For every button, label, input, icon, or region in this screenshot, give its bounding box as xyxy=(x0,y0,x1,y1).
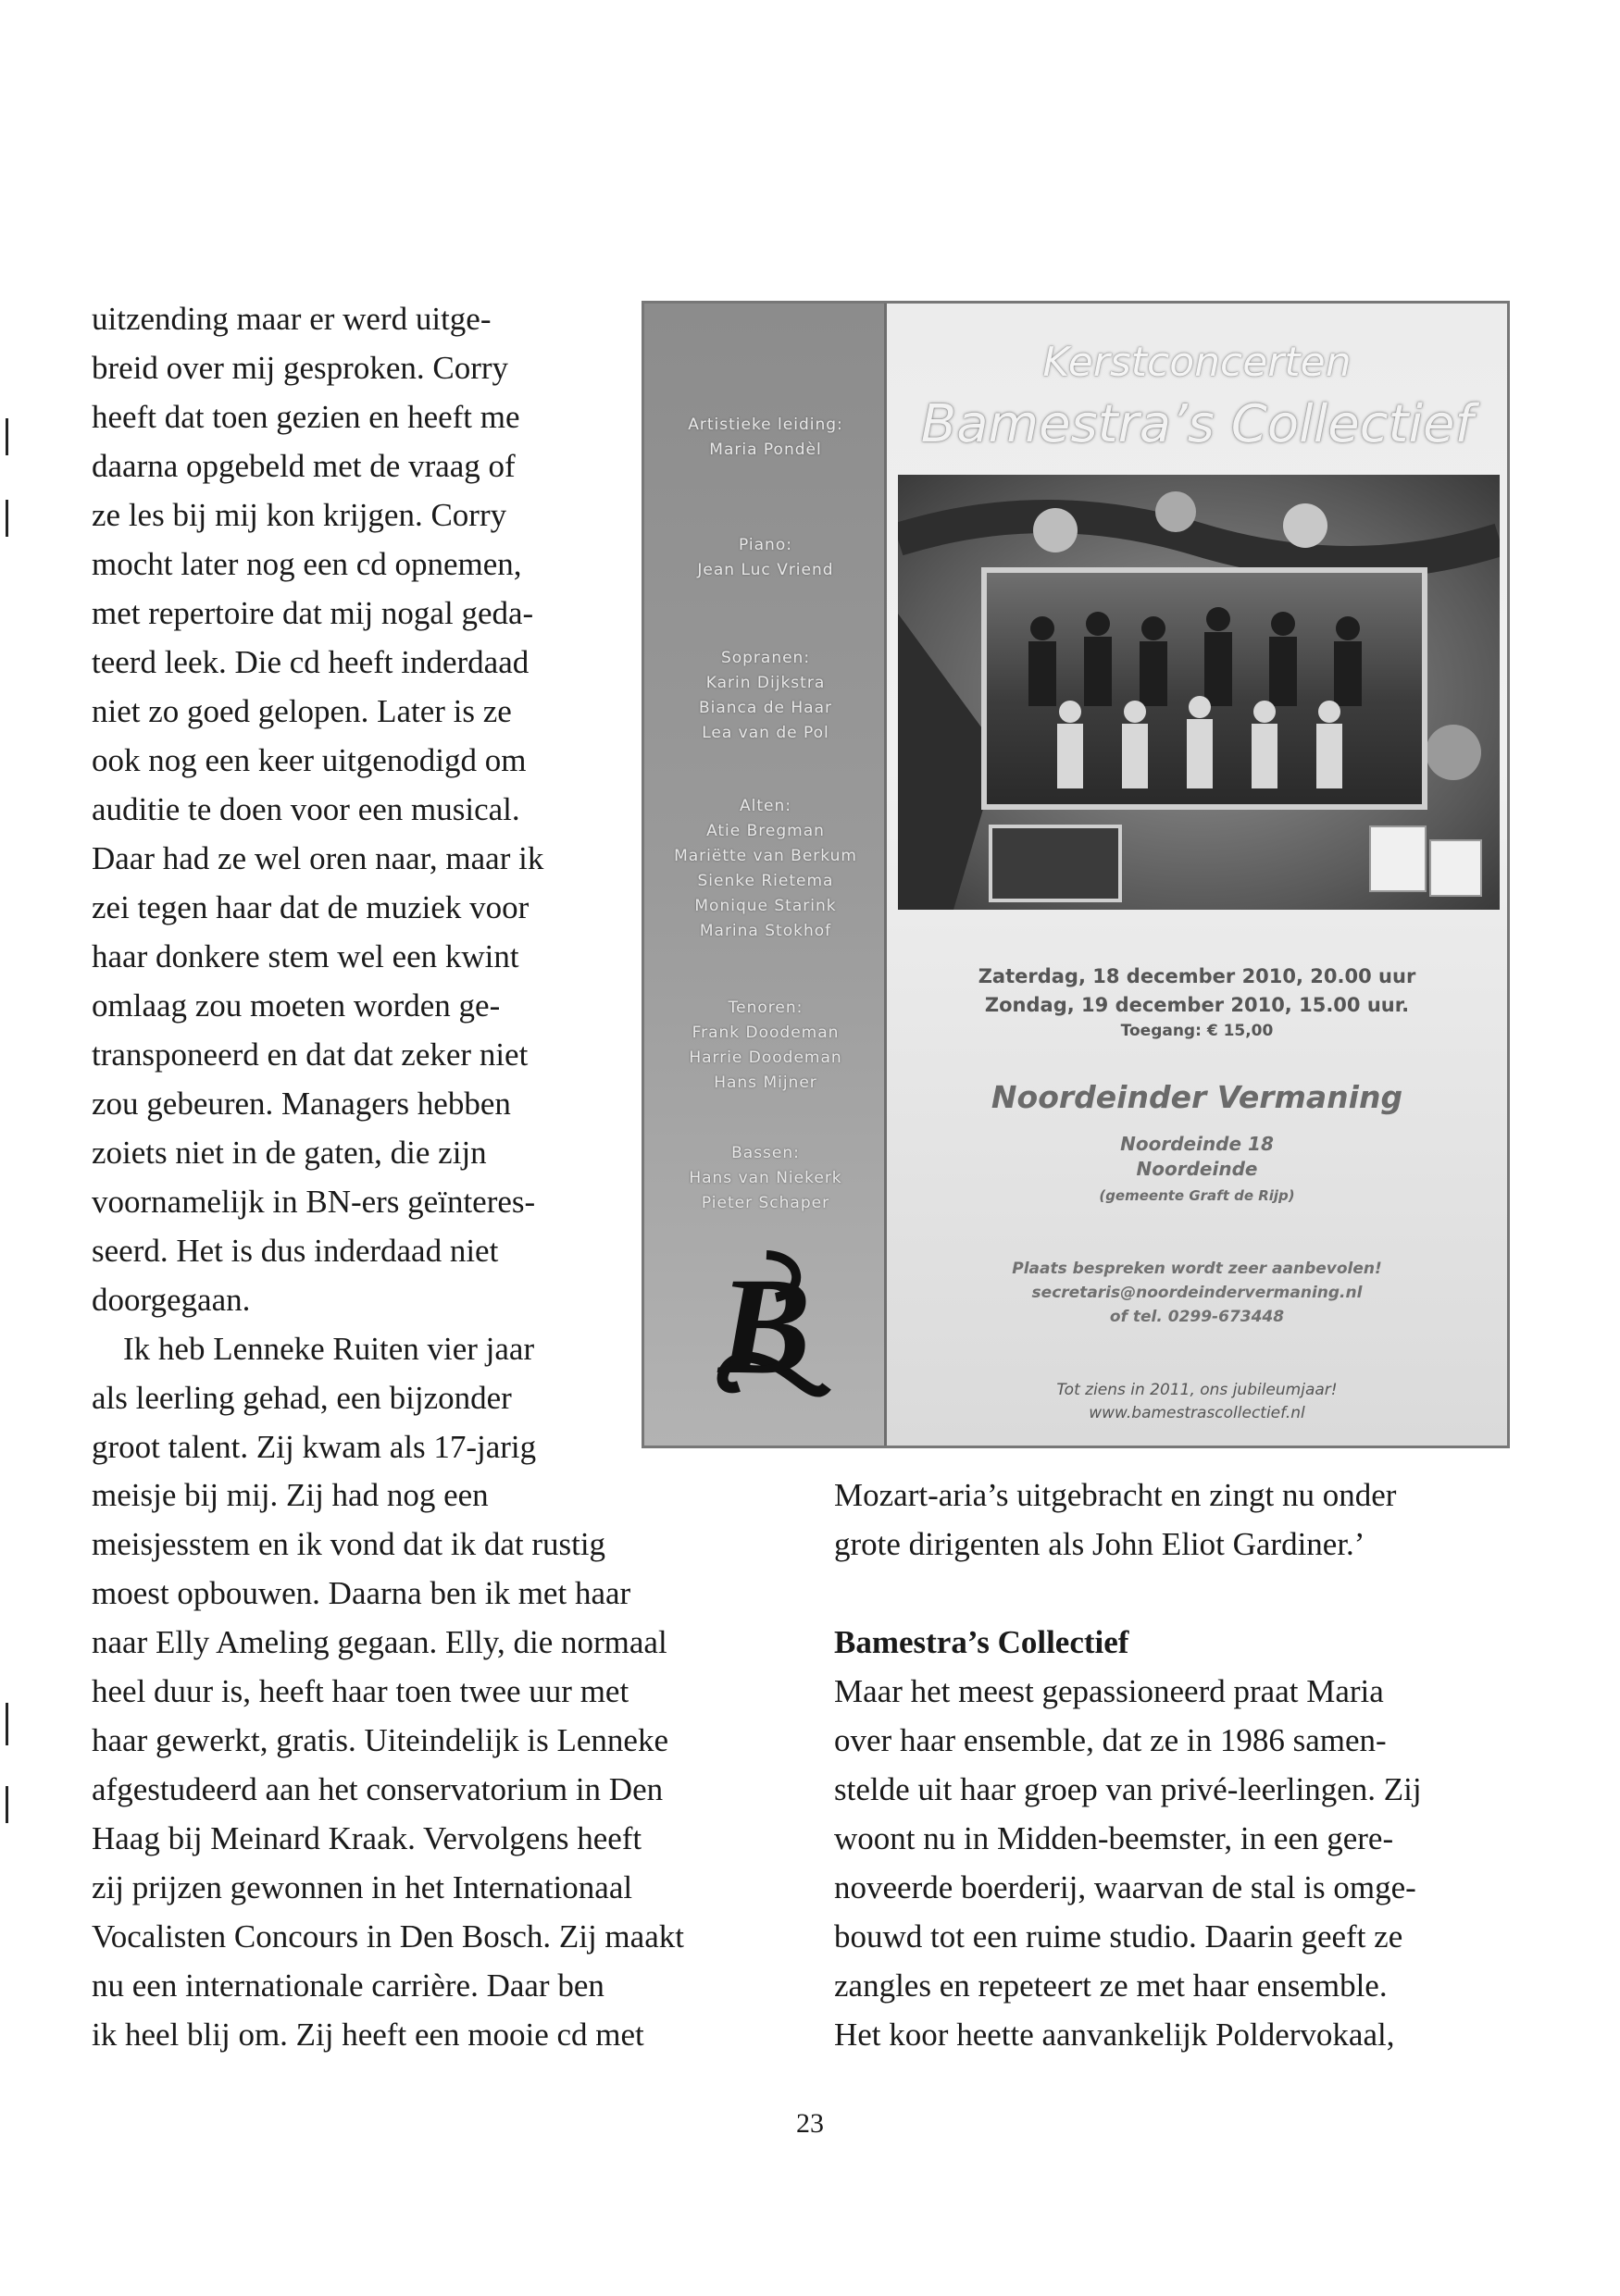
text-line: Daar had ze wel oren naar, maar ik xyxy=(92,840,544,876)
address-line: Noordeinde xyxy=(1136,1158,1258,1180)
basses xyxy=(644,1141,887,1216)
address-line: Noordeinde 18 xyxy=(1120,1133,1274,1155)
address-line: (gemeente Graft de Rijp) xyxy=(1099,1187,1295,1204)
name: Pieter Schaper xyxy=(701,1194,830,1212)
section-heading: Bamestra’s Collectief xyxy=(834,1624,1129,1660)
text-line: transponeerd en dat dat zeker niet xyxy=(92,1036,529,1073)
booking-line: Plaats bespreken wordt zeer aanbevolen! xyxy=(1012,1260,1382,1278)
text-line: niet zo goed gelopen. Later is ze xyxy=(92,693,512,729)
text-line: naar Elly Ameling gegaan. Elly, die normaal xyxy=(92,1624,667,1660)
name: Jean Luc Vriend xyxy=(697,561,834,579)
text-line: seerd. Het is dus inderdaad niet xyxy=(92,1233,499,1269)
text-line: uitzending maar er werd uitge- xyxy=(92,301,492,337)
name: Karin Dijkstra xyxy=(705,674,826,692)
poster-title: Kerstconcerten xyxy=(1042,339,1352,386)
label: Alten: xyxy=(740,797,791,815)
name: Hans Mijner xyxy=(714,1074,817,1092)
text-line: met repertoire dat mij nogal geda- xyxy=(92,595,534,631)
text-line: Ik heb Lenneke Ruiten vier jaar xyxy=(123,1331,535,1367)
label: Tenoren: xyxy=(728,999,804,1017)
text-line: voornamelijk in BN-ers geïnteres- xyxy=(92,1184,536,1220)
text-line: zou gebeuren. Managers hebben xyxy=(92,1086,511,1122)
text-line: noveerde boerderij, waarvan de stal is omge- xyxy=(834,1869,1416,1905)
left-column-lower xyxy=(92,1471,795,2059)
text-line: meisje bij mij. Zij had nog een xyxy=(92,1477,489,1513)
entrance-fee: Toegang: € 15,00 xyxy=(1120,1022,1274,1040)
text-line: zij prijzen gewonnen in het Internationaal xyxy=(92,1869,633,1905)
booking-info xyxy=(887,1257,1507,1329)
logo-letter: B xyxy=(718,1249,812,1403)
name: Monique Starink xyxy=(694,897,837,915)
ensemble-logo xyxy=(702,1247,831,1405)
name: Marina Stokhof xyxy=(699,922,832,940)
text-line: Maar het meest gepassioneerd praat Maria xyxy=(834,1673,1384,1709)
text-line: haar gewerkt, gratis. Uiteindelijk is Lenneke xyxy=(92,1722,668,1758)
footer-url: www.bamestrascollectief.nl xyxy=(1089,1404,1305,1422)
artistic-director xyxy=(644,413,887,463)
margin-mark xyxy=(6,418,8,455)
name: Frank Doodeman xyxy=(692,1024,840,1042)
christmas-decoration-image xyxy=(898,475,1500,910)
text-line: over haar ensemble, dat ze in 1986 samen- xyxy=(834,1722,1387,1758)
text-line: Mozart-aria’s uitgebracht en zingt nu onder xyxy=(834,1477,1397,1513)
tenors xyxy=(644,996,887,1096)
name: Hans van Niekerk xyxy=(689,1169,842,1187)
poster-footer xyxy=(887,1379,1507,1425)
text-line: woont nu in Midden-beemster, in een gere- xyxy=(834,1820,1394,1856)
text-line: teerd leek. Die cd heeft inderdaad xyxy=(92,644,530,680)
text-line: ook nog een keer uitgenodigd om xyxy=(92,742,527,778)
poster-sidebar xyxy=(644,304,887,1446)
label: Sopranen: xyxy=(720,649,811,667)
name: Atie Bregman xyxy=(706,822,825,840)
label: Artistieke leiding: xyxy=(688,416,843,434)
name: Maria Pondèl xyxy=(709,441,822,459)
text-line: afgestudeerd aan het conservatorium in Den xyxy=(92,1771,664,1807)
text-line: zoiets niet in de gaten, die zijn xyxy=(92,1135,487,1171)
spacer xyxy=(834,1569,1519,1618)
text-line: Vocalisten Concours in Den Bosch. Zij maakt xyxy=(92,1918,684,1955)
text-line: doorgegaan. xyxy=(92,1282,251,1318)
name: Sienke Rietema xyxy=(697,872,834,890)
page-number: 23 xyxy=(796,2108,824,2139)
booking-email: secretaris@noordeindervermaning.nl xyxy=(1031,1284,1363,1302)
text-line: bouwd tot een ruime studio. Daarin geeft ze xyxy=(834,1918,1403,1955)
poster-subtitle: Bamestra’s Collectief xyxy=(920,394,1474,454)
margin-mark xyxy=(6,500,8,537)
left-column-upper xyxy=(92,294,610,1471)
venue-name: Noordeinder Vermaning xyxy=(991,1079,1403,1115)
choir-photo xyxy=(981,567,1427,810)
date-line: Zondag, 19 december 2010, 15.00 uur. xyxy=(984,994,1410,1016)
venue-address xyxy=(887,1132,1507,1209)
margin-mark xyxy=(6,1703,8,1745)
concert-dates xyxy=(887,962,1507,1020)
date-line: Zaterdag, 18 december 2010, 20.00 uur xyxy=(978,965,1416,987)
name: Lea van de Pol xyxy=(702,724,829,742)
text-line: ik heel blij om. Zij heeft een mooie cd met xyxy=(92,2017,644,2053)
text-line: Het koor heette aanvankelijk Poldervokaal, xyxy=(834,2017,1395,2053)
text-line: grote dirigenten als John Eliot Gardiner.’ xyxy=(834,1526,1365,1562)
text-line: meisjesstem en ik vond dat ik dat rustig xyxy=(92,1526,606,1562)
sopranos xyxy=(644,646,887,746)
poster-main xyxy=(887,304,1507,1446)
text-line: heel duur is, heeft haar toen twee uur met xyxy=(92,1673,629,1709)
label: Piano: xyxy=(739,536,792,554)
name: Harrie Doodeman xyxy=(689,1049,842,1067)
text-line: ze les bij mij kon krijgen. Corry xyxy=(92,497,507,533)
text-line: zei tegen haar dat de muziek voor xyxy=(92,889,530,925)
pianist xyxy=(644,533,887,583)
text-line: haar donkere stem wel een kwint xyxy=(92,938,519,974)
concert-poster xyxy=(642,301,1510,1448)
name: Bianca de Haar xyxy=(698,699,832,717)
text-line: omlaag zou moeten worden ge- xyxy=(92,987,501,1024)
right-column xyxy=(834,1471,1519,2059)
text-line: daarna opgebeld met de vraag of xyxy=(92,448,516,484)
text-line: groot talent. Zij kwam als 17-jarig xyxy=(92,1429,537,1465)
name: Mariëtte van Berkum xyxy=(674,847,857,865)
booking-phone: of tel. 0299-673448 xyxy=(1109,1308,1285,1326)
text-line: auditie te doen voor een musical. xyxy=(92,791,520,827)
text-line: heeft dat toen gezien en heeft me xyxy=(92,399,520,435)
choir-group-icon xyxy=(987,573,1422,804)
margin-mark xyxy=(6,1786,8,1823)
text-line: moest opbouwen. Daarna ben ik met haar xyxy=(92,1575,631,1611)
text-line: breid over mij gesproken. Corry xyxy=(92,350,509,386)
text-line: nu een internationale carrière. Daar ben xyxy=(92,1967,604,2004)
footer-line: Tot ziens in 2011, ons jubileumjaar! xyxy=(1056,1381,1338,1399)
label: Bassen: xyxy=(731,1144,800,1162)
text-line: Haag bij Meinard Kraak. Vervolgens heeft xyxy=(92,1820,642,1856)
altos xyxy=(644,794,887,944)
text-line: als leerling gehad, een bijzonder xyxy=(92,1380,512,1416)
text-line: stelde uit haar groep van privé-leerlingen. Zij xyxy=(834,1771,1422,1807)
text-line: zangles en repeteert ze met haar ensemble. xyxy=(834,1967,1388,2004)
text-line: mocht later nog een cd opnemen, xyxy=(92,546,522,582)
